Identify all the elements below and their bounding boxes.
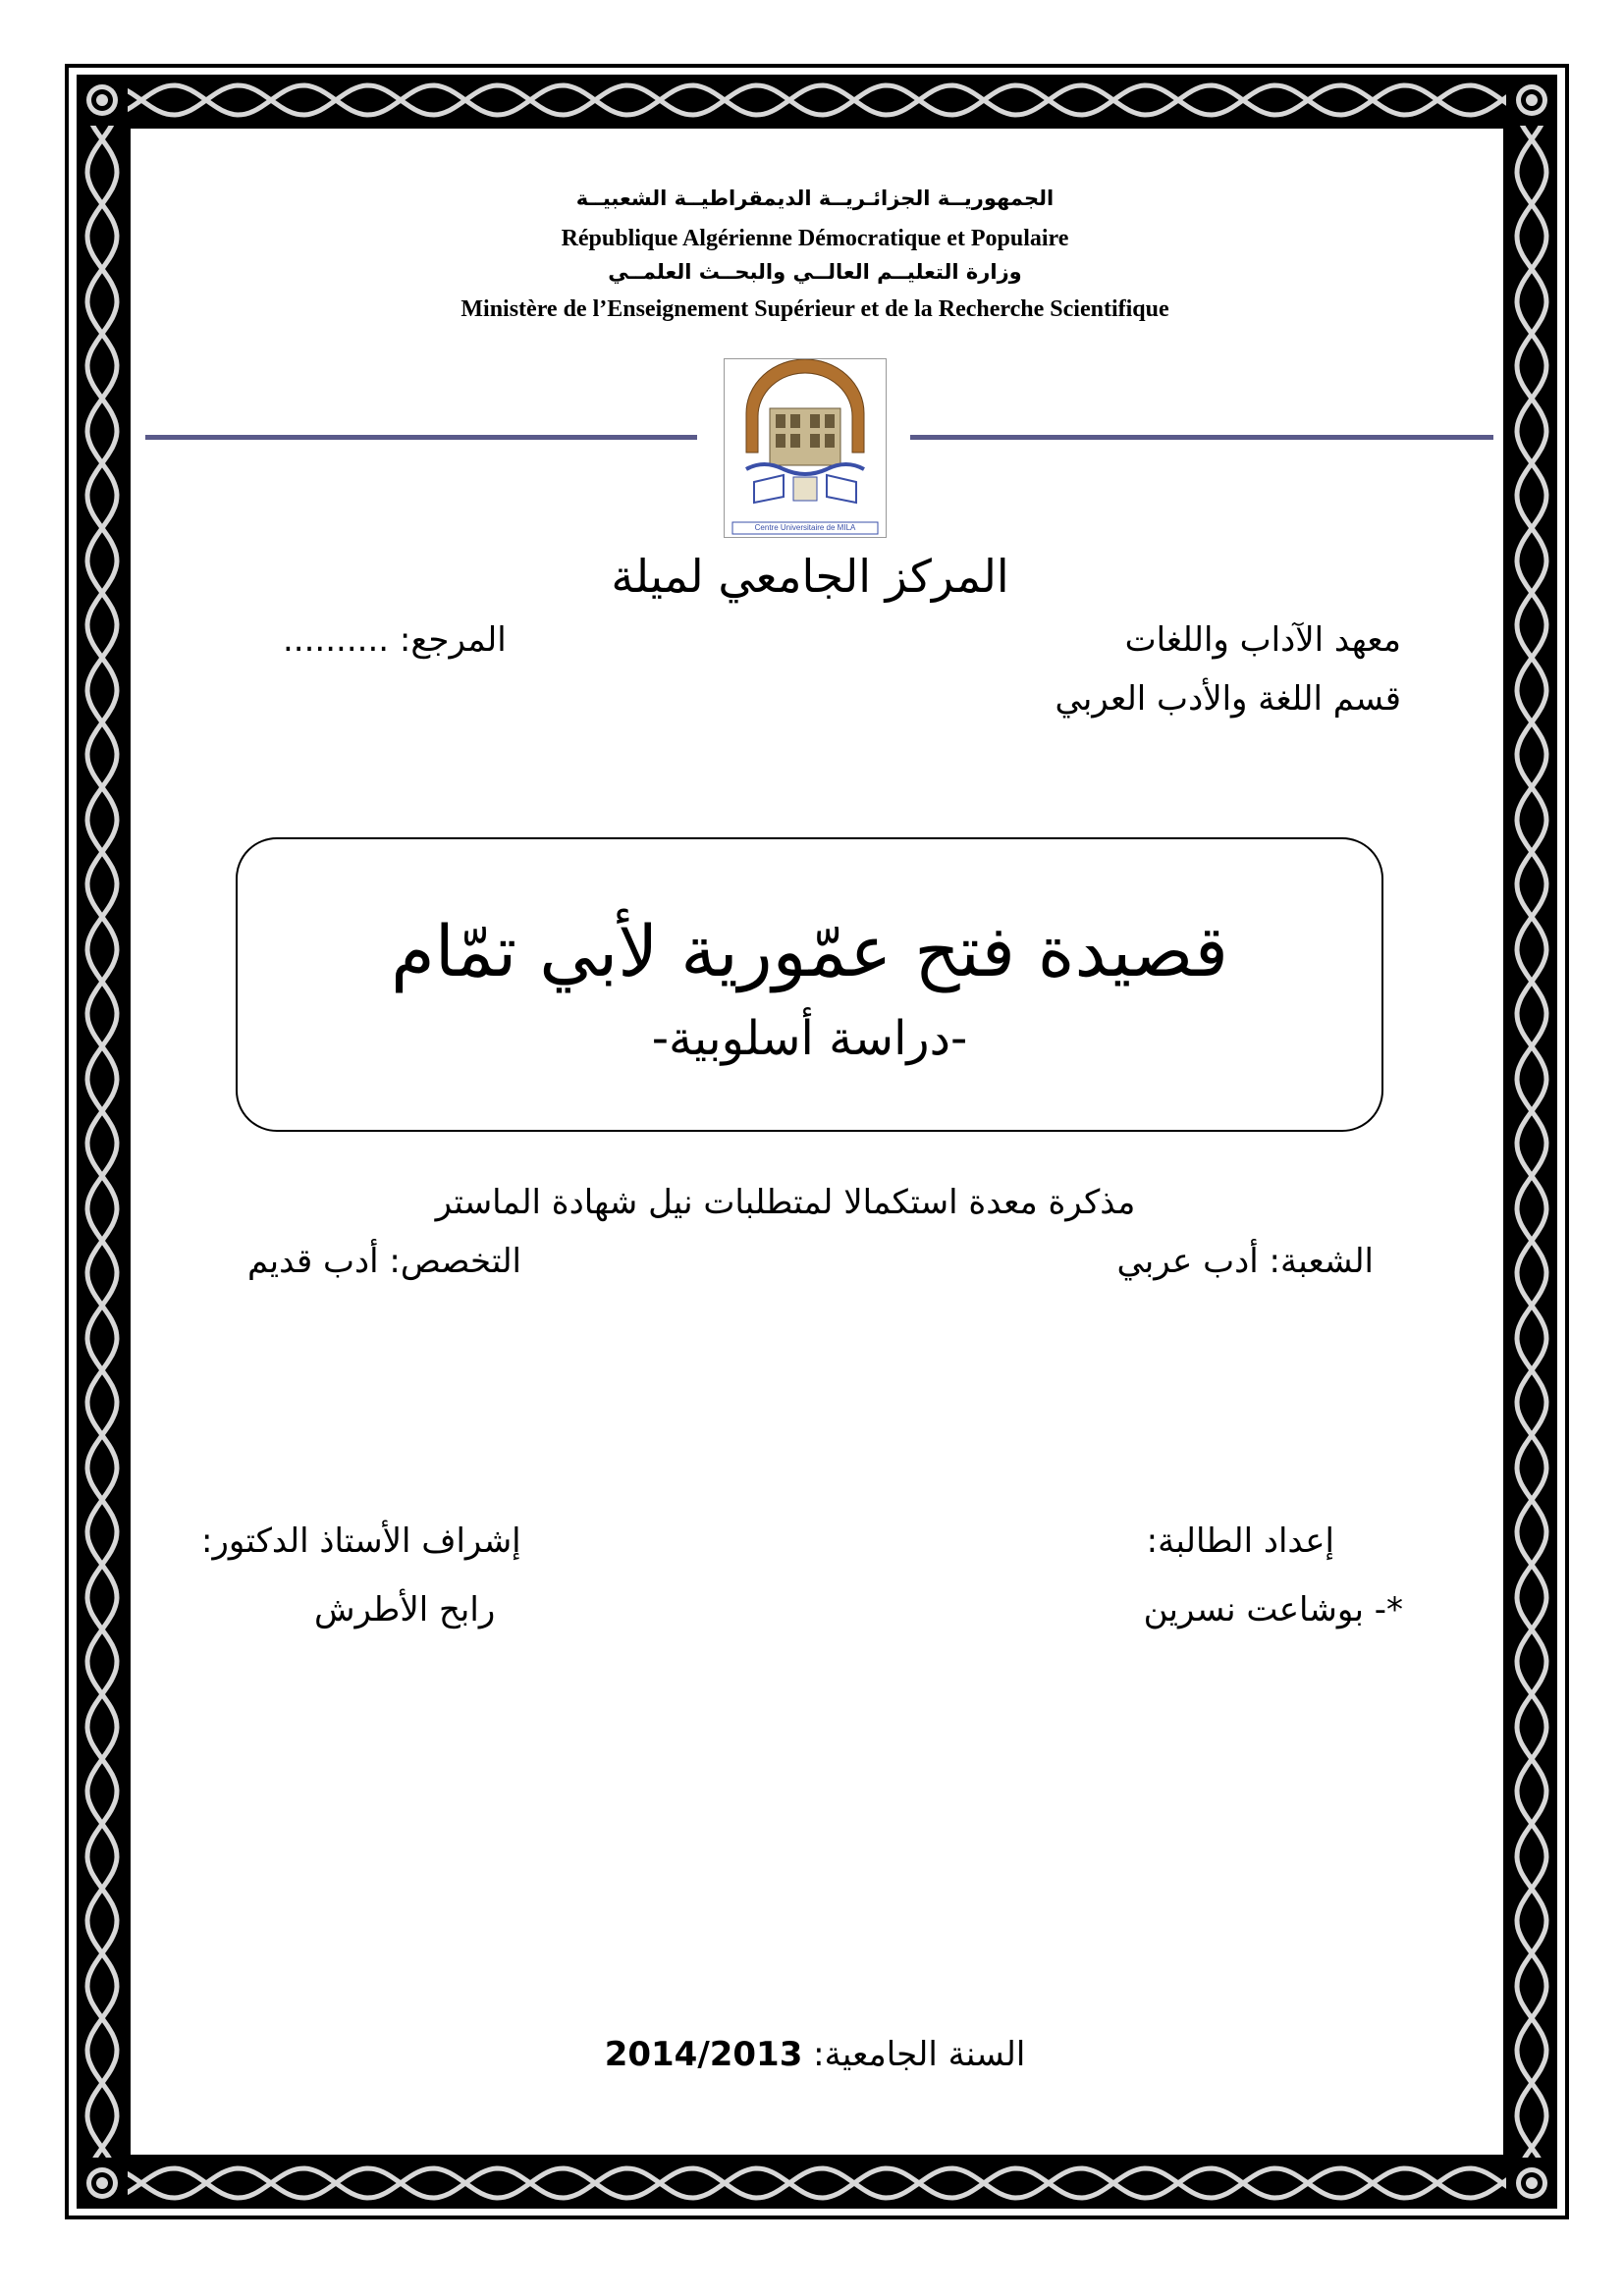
academic-year-label: السنة الجامعية: <box>802 2035 1026 2074</box>
corner-ornament-top-right <box>1506 75 1557 126</box>
academic-year-value: 2014/2013 <box>604 2035 803 2074</box>
supervisor-label: إشراف الأستاذ الدكتور: <box>201 1522 521 1561</box>
reference-number: المرجع: .......... <box>283 620 507 660</box>
thesis-title: قصيدة فتح عمّورية لأبي تمّام <box>391 910 1228 992</box>
student-label: إعداد الطالبة: <box>1146 1522 1334 1561</box>
academic-year <box>520 2035 1110 2074</box>
ministry-name-french: Ministère de l’Enseignement Supérieur et de la Recherche Scientifique <box>460 296 1169 322</box>
ministry-name-arabic: وزارة التعليــم العالــي والبحــث العلمــي <box>608 260 1022 284</box>
corner-ornament-bottom-left <box>77 2158 128 2209</box>
header-rule-right <box>910 435 1493 440</box>
republic-name-french: République Algérienne Démocratique et Populaire <box>561 226 1069 251</box>
thesis-title-box <box>236 837 1383 1132</box>
corner-ornament-bottom-right <box>1506 2158 1557 2209</box>
republic-name-arabic: الجمهوريــة الجزائـريــة الديمقراطيــة الشعبيــة <box>575 187 1055 210</box>
branch-field: الشعبة: أدب عربي <box>1116 1242 1374 1281</box>
department-name: قسم اللغة والأدب العربي <box>1055 679 1401 719</box>
specialty-field: التخصص: أدب قديم <box>247 1242 522 1281</box>
ornamental-border-left <box>77 75 128 2209</box>
thesis-subtitle: -دراسة أسلوبية- <box>651 1011 968 1066</box>
university-logo <box>724 358 887 538</box>
ornamental-border-right <box>1506 75 1557 2209</box>
institution-name: المركز الجامعي لميلة <box>611 550 1009 603</box>
ornamental-border-bottom <box>77 2158 1557 2209</box>
logo-caption: Centre Universitaire de MILA <box>754 523 856 532</box>
header-rule-left <box>145 435 697 440</box>
student-name: *- بوشاعت نسرين <box>1143 1590 1403 1629</box>
thesis-purpose: مذكرة معدة استكمالا لمتطلبات نيل شهادة الماستر <box>435 1183 1136 1222</box>
corner-ornament-top-left <box>77 75 128 126</box>
supervisor-name: رابح الأطرش <box>314 1590 496 1629</box>
institute-name: معهد الآداب واللغات <box>1124 620 1401 660</box>
ornamental-border-top <box>77 75 1557 126</box>
